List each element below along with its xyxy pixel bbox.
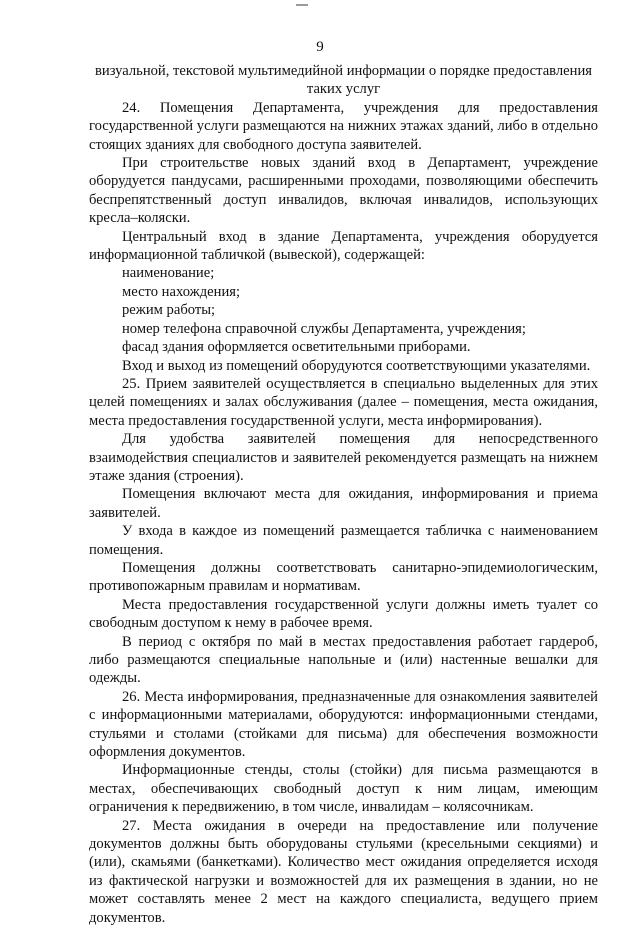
- paragraph-toilet: Места предоставления государственной услуги должны иметь туалет со свободным доступом к нему в рабочее время.: [89, 596, 598, 632]
- paragraph-central-entrance: Центральный вход в здание Департамента, учреждения оборудуется информационной табличкой (вывеской), содержащей:: [89, 228, 598, 264]
- list-item-facade: фасад здания оформляется осветительными приборами.: [122, 339, 471, 356]
- paragraph-26: 26. Места информирования, предназначенные для ознакомления заявителей с информационными материалами, оборудуются: информационными стендами, стульями и столами (стойками для письма) для обеспечения возможности оформления документов.: [89, 688, 598, 761]
- top-edge-mark: [296, 4, 308, 6]
- paragraph-info-stands: Информационные стенды, столы (стойки) для письма размещаются в местах, обеспечивающих свободный доступ к ним лицам, имеющим ограничения к передвижению, в том числе, инвалидам – колясочникам.: [89, 762, 598, 816]
- list-item-location: место нахождения;: [122, 283, 241, 300]
- paragraph-premises-include: Помещения включают места для ожидания, информирования и приема заявителей.: [89, 486, 598, 521]
- document-body: [89, 62, 598, 927]
- paragraph-convenience: Для удобства заявителей помещения для непосредственного взаимодействия специалистов и заявителей рекомендуется размещать на нижнем этаже здания (строения).: [89, 431, 598, 484]
- list-item-name: наименование;: [122, 265, 215, 282]
- paragraph-25: 25. Прием заявителей осуществляется в специально выделенных для этих целей помещениях и залах обслуживания (далее – помещения, места ожидания, места предоставления государственной услуги, места информирования).: [89, 375, 598, 429]
- paragraph-24: 24. Помещения Департамента, учреждения для предоставления государственной услуги размещаются на нижних этажах зданий, либо в отдельно стоящих зданиях для свободного доступа заявителей.: [89, 99, 598, 153]
- paragraph-continuation: визуальной, текстовой мультимедийной информации о порядке предоставления таких услуг: [95, 63, 592, 98]
- list-item-phone: номер телефона справочной службы Департамента, учреждения;: [122, 320, 526, 337]
- paragraph-entrance-exit: Вход и выход из помещений оборудуются соответствующими указателями.: [122, 357, 591, 374]
- page-number: 9: [316, 39, 324, 55]
- paragraph-cloakroom: В период с октября по май в местах предоставления работает гардероб, либо размещаются специальные напольные и (или) настенные вешалки для одежды.: [89, 633, 598, 687]
- paragraph-sanitary: Помещения должны соответствовать санитарно-эпидемиологическим, противопожарным правилам и нормативам.: [89, 559, 598, 595]
- paragraph-27: 27. Места ожидания в очереди на предоставление или получение документов должны быть оборудованы стульями (кресельными секциями) и (или), скамьями (банкетками). Количество мест ожидания определяется исходя из фактической нагрузки и возможностей для их размещения в здании, но не может составлять менее 2 мест на каждого специалиста, ведущего прием документов.: [89, 817, 598, 926]
- paragraph-new-buildings: При строительстве новых зданий вход в Департамент, учреждение оборудуется пандусами, расширенными проходами, позволяющими обеспечить беспрепятственный доступ инвалидов, включая инвалидов, использующих кресла–коляски.: [89, 155, 598, 227]
- paragraph-entrance-sign: У входа в каждое из помещений размещается табличка с наименованием помещения.: [89, 523, 598, 558]
- list-item-schedule: режим работы;: [122, 302, 216, 319]
